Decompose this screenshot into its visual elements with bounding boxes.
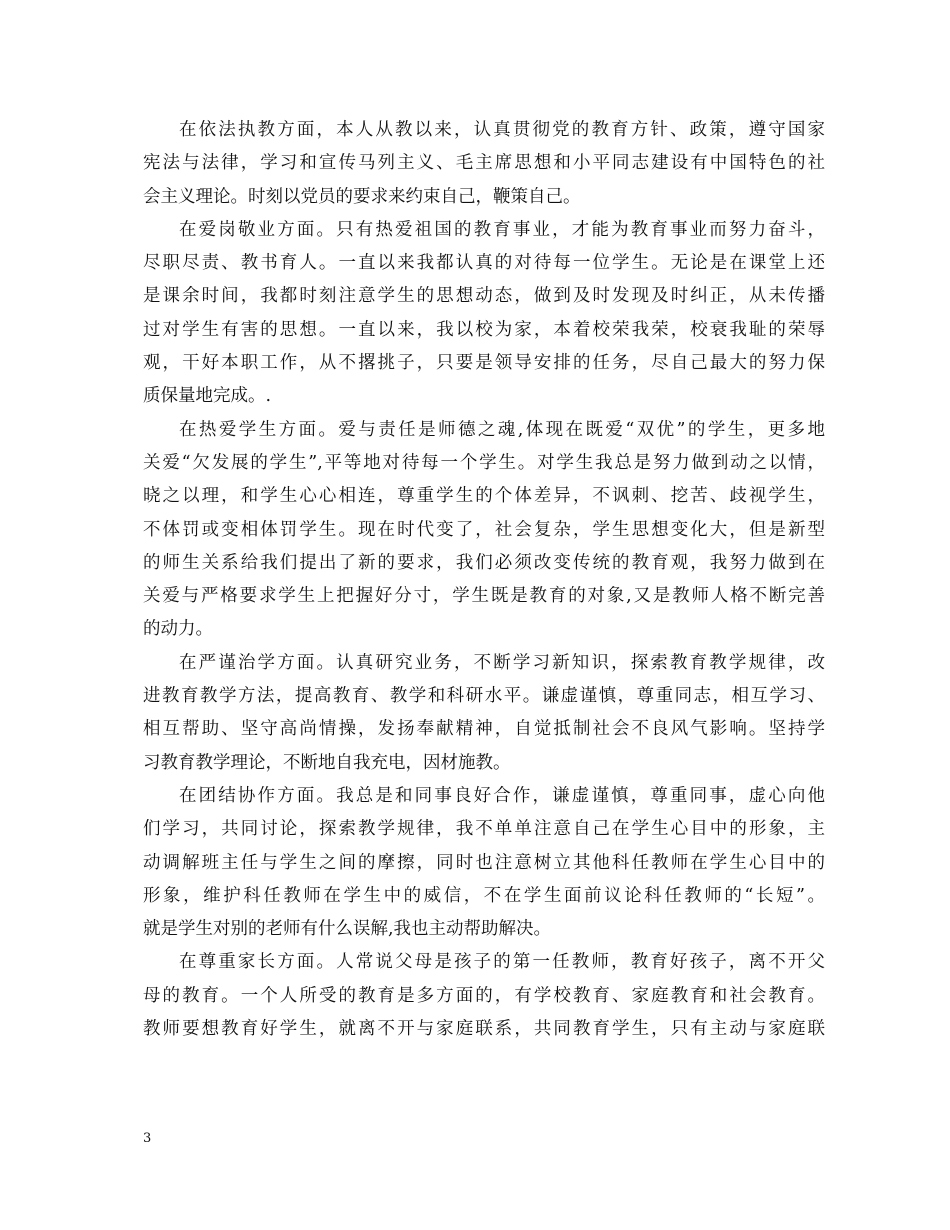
text-line: 质保量地完成。.	[143, 386, 272, 407]
text-line: 动调解班主任与学生之间的摩擦，同时也注意树立其他科任教师在学生心目中的	[143, 852, 825, 873]
text-line: 关爱与严格要求学生上把握好分寸，学生既是教育的对象,又是教师人格不断完善	[143, 586, 825, 607]
text-line: 在严谨治学方面。认真研究业务，不断学习新知识，探索教育教学规律，改	[179, 652, 825, 673]
text-line: 观，干好本职工作，从不撂挑子，只要是领导安排的任务，尽自己最大的努力保	[143, 353, 825, 374]
text-line: 形象，维护科任教师在学生中的威信，不在学生面前议论科任教师的“长短”。	[143, 885, 825, 906]
text-line: 的动力。	[143, 619, 213, 640]
text-line: 母的教育。一个人所受的教育是多方面的，有学校教育、家庭教育和社会教育。	[143, 985, 825, 1006]
text-line: 就是学生对别的老师有什么误解,我也主动帮助解决。	[143, 919, 552, 940]
text-line: 们学习，共同讨论，探索教学规律，我不单单注意自己在学生心目中的形象，主	[143, 819, 825, 840]
text-line: 在爱岗敬业方面。只有热爱祖国的教育事业，才能为教育事业而努力奋斗，	[179, 219, 825, 240]
text-line: 在团结协作方面。我总是和同事良好合作，谦虚谨慎，尊重同事，虚心向他	[179, 785, 825, 806]
text-line: 习教育教学理论，不断地自我充电，因材施教。	[143, 752, 511, 773]
document-body	[143, 114, 825, 1046]
text-line: 不体罚或变相体罚学生。现在时代变了，社会复杂，学生思想变化大，但是新型	[143, 519, 825, 540]
text-line: 是课余时间，我都时刻注意学生的思想动态，做到及时发现及时纠正，从未传播	[143, 286, 825, 307]
text-line: 晓之以理，和学生心心相连，尊重学生的个体差异，不讽刺、挖苦、歧视学生，	[143, 486, 825, 507]
text-line: 在热爱学生方面。爱与责任是师德之魂,体现在既爱“双优”的学生，更多地	[179, 419, 825, 440]
text-line: 在依法执教方面，本人从教以来，认真贯彻党的教育方针、政策，遵守国家	[179, 120, 825, 140]
text-line: 会主义理论。时刻以党员的要求来约束自己，鞭策自己。	[143, 186, 581, 207]
text-line: 在尊重家长方面。人常说父母是孩子的第一任教师，教育好孩子，离不开父	[179, 952, 825, 973]
page-number: 3	[143, 1131, 152, 1146]
text-line: 教师要想教育好学生，就离不开与家庭联系，共同教育学生，只有主动与家庭联	[143, 1019, 825, 1040]
text-line: 进教育教学方法，提高教育、教学和科研水平。谦虚谨慎，尊重同志，相互学习、	[143, 686, 825, 707]
text-line: 尽职尽责、教书育人。一直以来我都认真的对待每一位学生。无论是在课堂上还	[143, 253, 825, 274]
text-line: 相互帮助、坚守高尚情操，发扬奉献精神，自觉抵制社会不良风气影响。坚持学	[143, 719, 825, 740]
text-line: 宪法与法律，学习和宣传马列主义、毛主席思想和小平同志建设有中国特色的社	[143, 153, 825, 174]
text-line: 的师生关系给我们提出了新的要求，我们必须改变传统的教育观，我努力做到在	[143, 552, 825, 573]
text-line: 过对学生有害的思想。一直以来，我以校为家，本着校荣我荣，校衰我耻的荣辱	[143, 319, 825, 340]
text-line: 关爱“欠发展的学生”,平等地对待每一个学生。对学生我总是努力做到动之以情，	[143, 452, 825, 473]
